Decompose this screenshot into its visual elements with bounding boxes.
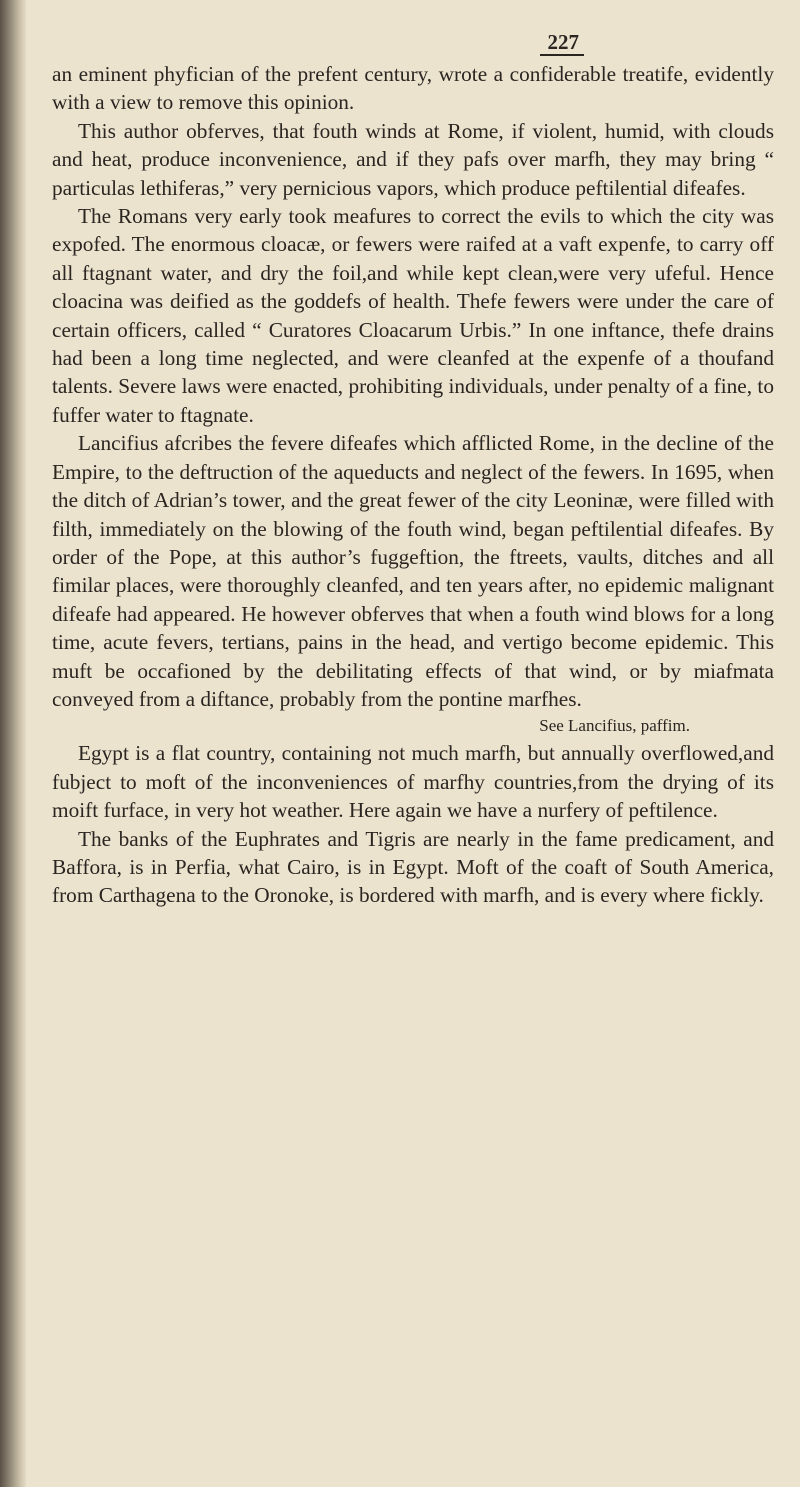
book-page [52, 30, 774, 910]
citation-note: See Lancifius, paffim. [539, 716, 690, 736]
book-gutter-shadow [0, 0, 26, 1487]
page-number-text: 227 [547, 30, 579, 54]
page-number [52, 30, 774, 60]
paragraph-3: The Romans very early took meafures to correct the evils to which the city was expofed. The enormous cloacæ, or fewers were raifed at a vaft expenfe, to carry off all ftagnant water, and dry the foil,and while kept clean,were very ufeful. Hence cloacina was deified as the goddefs of health. Thefe fewers were under the care of certain officers, called “ Curatores Cloacarum Urbis.” In one inftance, thefe drains had been a long time neglected, and were cleanfed at the expenfe of a thoufand talents. Severe laws were enacted, prohibiting individuals, under penalty of a fine, to fuffer water to ftagnate. [52, 204, 774, 427]
paragraph-6: The banks of the Euphrates and Tigris are nearly in the fame predicament, and Baffora, is in Perfia, what Cairo, is in Egypt. Moft of the coaft of South America, from Carthagena to the Oronoke, is bordered with marfh, and is every where fickly. [52, 826, 774, 908]
paragraph-1: an eminent phyfician of the prefent century, wrote a confiderable treatife, evidently with a view to remove this opinion. [52, 62, 774, 115]
paragraph-2: This author obferves, that fouth winds at Rome, if violent, humid, with clouds and heat, produce inconvenience, and if they pafs over marfh, they may bring “ particulas lethiferas,” very pernicious vapors, which produce peftilential difeafes. [52, 118, 774, 200]
page-number-rule [540, 54, 584, 56]
paragraph-4: Lancifius afcribes the fevere difeafes which afflicted Rome, in the decline of the Empire, to the deftruction of the aqueducts and neglect of the fewers. In 1695, when the ditch of Adrian’s tower, and the great fewer of the city Leoninæ, were filled with filth, immediately on the blowing of the fouth wind, began peftilential difeafes. By order of the Pope, at this author’s fuggeftion, the ftreets, vaults, ditches and all fimilar places, were thoroughly cleanfed, and ten years after, no epidemic malignant difeafe had appeared. He however obferves that when a fouth wind blows for a long time, acute fevers, tertians, pains in the head, and vertigo become epidemic. This muft be occafioned by the debilitating effects of that wind, or by miafmata conveyed from a diftance, probably from the pontine marfhes. [52, 431, 774, 711]
body-text [52, 60, 774, 910]
paragraph-5: Egypt is a flat country, containing not much marfh, but annually overflowed,and fubject to moft of the inconveniences of marfhy countries,from the drying of its moift furface, in very hot weather. Here again we have a nurfery of peftilence. [52, 741, 774, 823]
